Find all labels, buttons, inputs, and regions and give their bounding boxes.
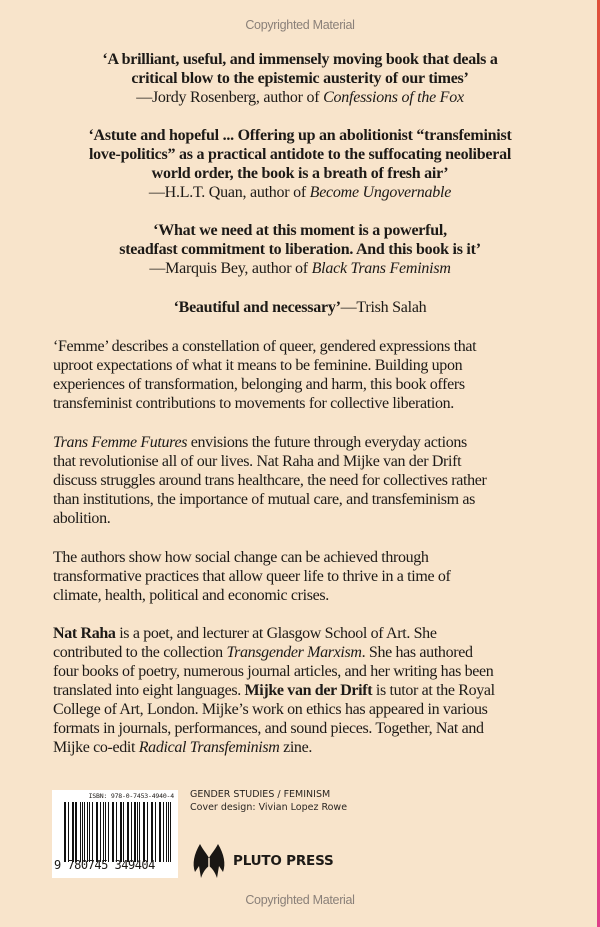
body-paragraph — [53, 548, 450, 605]
text-segment: is a poet, and lecturer at Glasgow School of Art. She — [115, 625, 437, 642]
text-line — [53, 662, 495, 681]
watermark-bottom: Copyrighted Material — [245, 893, 355, 907]
text-line — [53, 394, 476, 413]
text-segment: uproot expectations of what it means to be feminine. Building upon — [53, 357, 463, 374]
text-line — [53, 719, 495, 738]
text-line — [53, 548, 450, 567]
text-line — [53, 375, 476, 394]
endorsement-quote — [0, 126, 600, 202]
bold-text: critical blow to the epistemic austerity of our times’ — [131, 70, 469, 87]
text-line — [53, 624, 495, 643]
bold-text: world order, the book is a breath of fresh air’ — [151, 165, 449, 182]
text-segment: contributed to the collection — [53, 644, 227, 661]
text-segment: envisions the future through everyday actions — [187, 434, 467, 451]
text-segment: —Trish Salah — [340, 299, 427, 316]
text-segment: translated into eight languages. — [53, 682, 245, 699]
bold-text: ‘What we need at this moment is a powerful, — [153, 222, 447, 239]
text-segment: is tutor at the Royal — [372, 682, 495, 699]
text-line — [53, 586, 450, 605]
text-line — [53, 490, 486, 509]
text-segment: transformative practices that allow queer life to thrive in a time of — [53, 568, 451, 585]
text-line — [0, 240, 600, 259]
barcode-bars — [64, 802, 174, 862]
text-segment: climate, health, political and economic crises. — [53, 587, 329, 604]
body-paragraph — [53, 624, 495, 757]
text-line — [0, 126, 600, 145]
italic-title: Become Ungovernable — [309, 184, 452, 201]
text-line — [53, 433, 486, 452]
isbn-label: ISBN: 978-0-7453-4940-4 — [88, 792, 174, 800]
text-segment: that revolutionise all of our lives. Nat Raha and Mijke van der Drift — [53, 453, 462, 470]
text-segment: four books of poetry, numerous journal articles, and her writing has been — [53, 663, 494, 680]
barcode-bar — [116, 802, 117, 862]
endorsement-quote — [0, 50, 600, 107]
category-label: GENDER STUDIES / FEMINISM — [190, 789, 331, 800]
text-line — [0, 221, 600, 240]
bold-text: ‘Astute and hopeful ... Offering up an abolitionist “transfeminist — [88, 127, 512, 144]
text-segment: formats in journals, performances, and sound pieces. Together, Nat and — [53, 720, 484, 737]
text-segment: zine. — [279, 739, 312, 756]
italic-title: Confessions of the Fox — [323, 89, 464, 106]
text-line — [0, 88, 600, 107]
bold-text: Nat Raha — [53, 625, 116, 642]
barcode-bar — [108, 802, 109, 862]
text-segment: College of Art, London. Mijke’s work on ethics has appeared in various — [53, 701, 488, 718]
text-segment: ‘Femme’ describes a constellation of queer, gendered expressions that — [53, 338, 477, 355]
text-line — [53, 337, 476, 356]
body-paragraph — [53, 337, 476, 413]
text-line — [0, 298, 600, 317]
text-line — [53, 738, 495, 757]
text-segment: —Marquis Bey, author of — [149, 260, 312, 277]
barcode-bar — [144, 802, 145, 862]
bold-text: ‘Beautiful and necessary’ — [173, 299, 341, 316]
endorsement-quote — [0, 221, 600, 278]
barcode-bar — [80, 802, 81, 862]
text-line — [53, 509, 486, 528]
watermark-top: Copyrighted Material — [245, 18, 355, 32]
isbn-digits: 9 780745 349404 — [54, 858, 155, 872]
pluto-press-logo-icon — [191, 842, 227, 880]
barcode-bar — [89, 802, 90, 862]
barcode-bar — [128, 802, 129, 862]
text-segment: than institutions, the importance of mutual care, and transfeminism as — [53, 491, 476, 508]
barcode-bar — [68, 802, 69, 862]
text-line — [53, 567, 450, 586]
barcode-bar — [100, 802, 101, 862]
cover-credit: Cover design: Vivian Lopez Rowe — [190, 802, 348, 813]
text-line — [53, 681, 495, 700]
text-segment: . She has authored — [361, 644, 473, 661]
barcode-bar — [75, 802, 76, 862]
text-line — [0, 69, 600, 88]
bold-text: love-politics” as a practical antidote to the suffocating neoliberal — [88, 146, 512, 163]
text-line — [0, 259, 600, 278]
text-segment: discuss struggles around trans healthcare, the need for collectives rather — [53, 472, 487, 489]
text-line — [53, 700, 495, 719]
publisher-logo — [191, 842, 334, 880]
italic-title: Trans Femme Futures — [53, 434, 188, 451]
body-paragraph — [53, 433, 486, 528]
text-line — [0, 164, 600, 183]
text-segment: experiences of transformation, belonging and harm, this book offers — [53, 376, 465, 393]
barcode-bar — [103, 802, 104, 862]
bold-text: ‘A brilliant, useful, and immensely moving book that deals a — [102, 51, 498, 68]
text-line — [0, 50, 600, 69]
text-segment: transfeminist contributions to movements for collective liberation. — [53, 395, 454, 412]
endorsement-quote — [0, 298, 600, 317]
text-line — [53, 471, 486, 490]
text-line — [0, 145, 600, 164]
text-line — [0, 183, 600, 202]
barcode-bar — [159, 802, 160, 862]
text-segment: Mijke co-edit — [53, 739, 139, 756]
bold-text: steadfast commitment to liberation. And this book is it’ — [119, 241, 481, 258]
publisher-name: PLUTO PRESS — [233, 853, 334, 869]
barcode-bar — [166, 802, 167, 862]
barcode-bar — [87, 802, 88, 862]
text-line — [53, 452, 486, 471]
barcode-bar — [152, 802, 153, 862]
text-segment: The authors show how social change can be achieved through — [53, 549, 429, 566]
text-line — [53, 356, 476, 375]
bold-text: Mijke van der Drift — [244, 682, 373, 699]
book-meta — [190, 788, 347, 814]
italic-title: Radical Transfeminism — [138, 739, 280, 756]
text-segment: —H.L.T. Quan, author of — [148, 184, 310, 201]
text-segment: —Jordy Rosenberg, author of — [136, 89, 324, 106]
text-segment: abolition. — [53, 510, 111, 527]
text-line — [53, 643, 495, 662]
barcode-bar — [137, 802, 138, 862]
barcode-bar — [134, 802, 135, 862]
italic-title: Transgender Marxism — [226, 644, 362, 661]
isbn-barcode — [52, 790, 178, 878]
italic-title: Black Trans Feminism — [311, 260, 451, 277]
